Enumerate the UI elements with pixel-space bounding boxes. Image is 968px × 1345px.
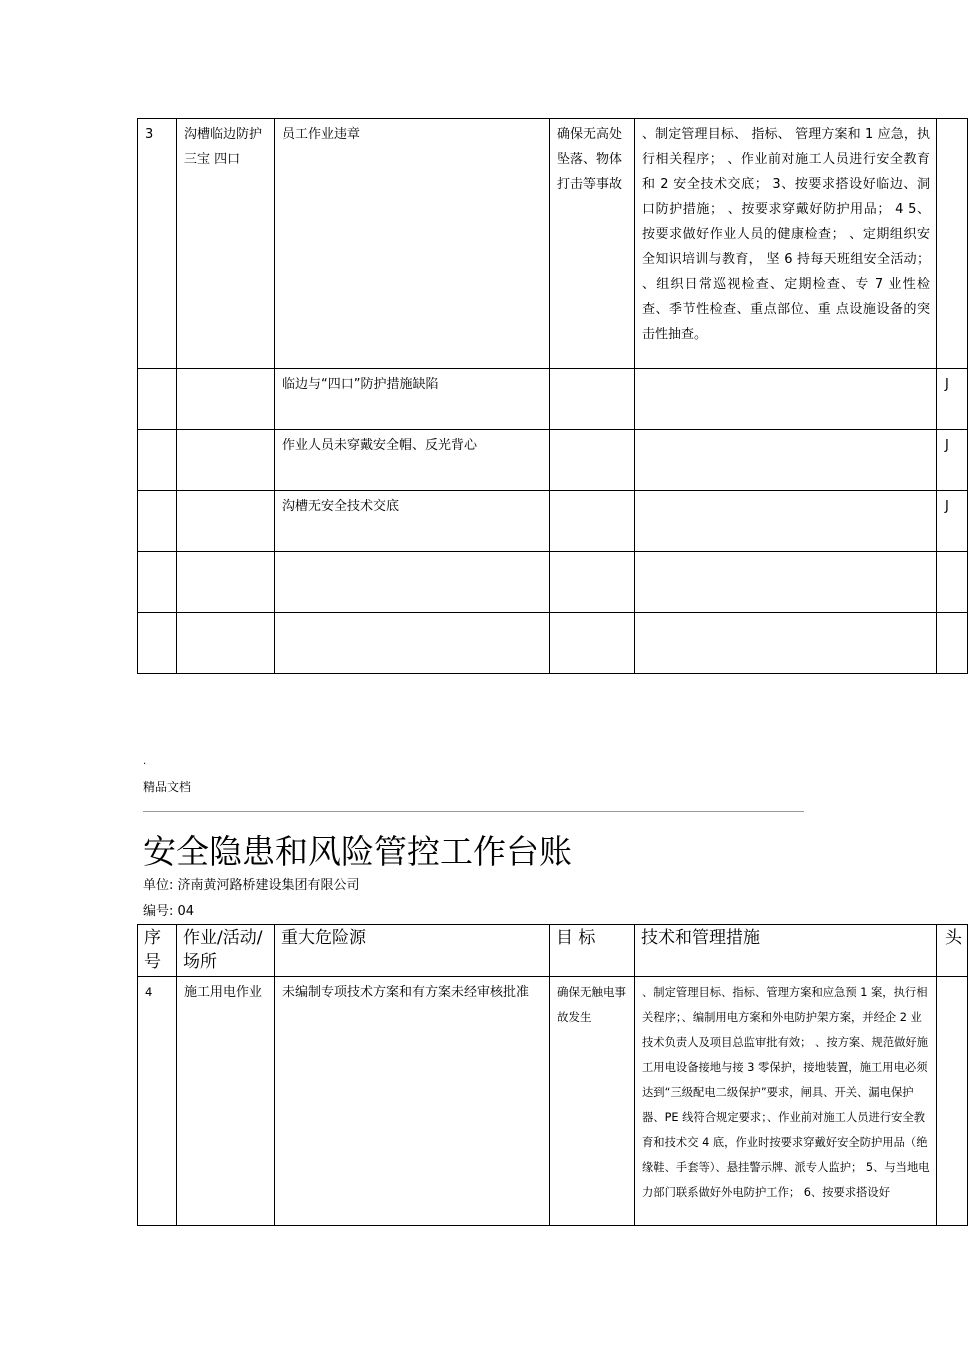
row-hazard: 临边与“四口”防护措施缺陷	[282, 377, 439, 392]
row-hazard: 未编制专项技术方案和有方案未经审核批准	[282, 985, 530, 1000]
table-row	[138, 977, 968, 1226]
row-hazard	[275, 552, 549, 555]
header-measures: 技术和管理措施	[641, 928, 760, 948]
row-goal: 确保无高处坠落、物体打击等事故	[557, 127, 623, 192]
hazard-table-continued	[137, 118, 968, 674]
header-goal: 目 标	[556, 928, 596, 948]
row-seq: 4	[145, 985, 153, 999]
table-row	[138, 491, 968, 552]
row-hazard: 员工作业违章	[282, 127, 361, 142]
hazard-table	[137, 924, 968, 1226]
page-title: 安全隐患和风险管控工作台账	[143, 832, 572, 871]
header-rule	[143, 811, 804, 812]
page-break-dot: .	[143, 756, 147, 767]
table-header-row	[138, 925, 968, 977]
table-row	[138, 119, 968, 369]
row-activity: 施工用电作业	[184, 985, 263, 1000]
table-row	[138, 430, 968, 491]
row-hazard: 沟槽无安全技术交底	[282, 499, 400, 514]
table-row	[138, 552, 968, 613]
row-edge-text: J	[945, 377, 949, 392]
header-seq: 序号	[144, 928, 161, 972]
row-edge-text: J	[945, 438, 949, 453]
row-hazard	[275, 613, 549, 616]
document-label: 精品文档	[143, 780, 192, 794]
row-edge-text	[937, 613, 967, 616]
row-goal: 确保无触电事故发生	[557, 985, 626, 1024]
header-hazard: 重大危险源	[281, 928, 366, 948]
row-edge-text	[937, 552, 967, 555]
unit-line: 单位: 济南黄河路桥建设集团有限公司	[143, 878, 360, 893]
number-line: 编号: 04	[143, 904, 195, 919]
row-measures: 、制定管理目标、指标、管理方案和应急预 1 案，执行相关程序；、编制用电方案和外电防护架方案，并经企 2 业技术负责人及项目总监审批有效； 、按方案、规范做好施工用电设备接地与接 3 零保护，接地装置，施工用电必须达到“三级配电二级保护”要求，闸具、开关、漏电保护 器、PE 线符合规定要求；、作业前对施工人员进行安全教育和技术交 4 底，作业时按要求穿戴好安全防护用品（绝缘鞋、手套等）、悬挂警示牌、派专人监护； 5、与当地电力部门联系做好外电防护工作； 6、按要求搭设好	[642, 986, 930, 1199]
header-edge: 头	[945, 928, 962, 948]
row-activity: 沟槽临边防护三宝 四口	[184, 127, 263, 167]
header-activity: 作业/活动/场所	[183, 928, 263, 972]
row-seq: 3	[145, 127, 154, 142]
row-measures: 、制定管理目标、 指标、 管理方案和 1 应急，执行相关程序； 、作业前对施工人员进行安全教育和 2 安全技术交底； 3、按要求搭设好临边、洞口防护措施； 、按要求穿戴好防护用品； 4 5、按要求做好作业人员的健康检查； 、定期组织安全知识培训与教育， 坚 6 持每天班组安全活动； 、组织日常巡视检查、定期检查、专 7 业性检查、季节性检查、重点部位、重 点设施设备的突击性抽查。	[642, 127, 930, 342]
row-edge-text: J	[945, 499, 949, 514]
row-hazard: 作业人员未穿戴安全帽、反光背心	[282, 438, 478, 453]
table-row	[138, 613, 968, 674]
table-row	[138, 369, 968, 430]
